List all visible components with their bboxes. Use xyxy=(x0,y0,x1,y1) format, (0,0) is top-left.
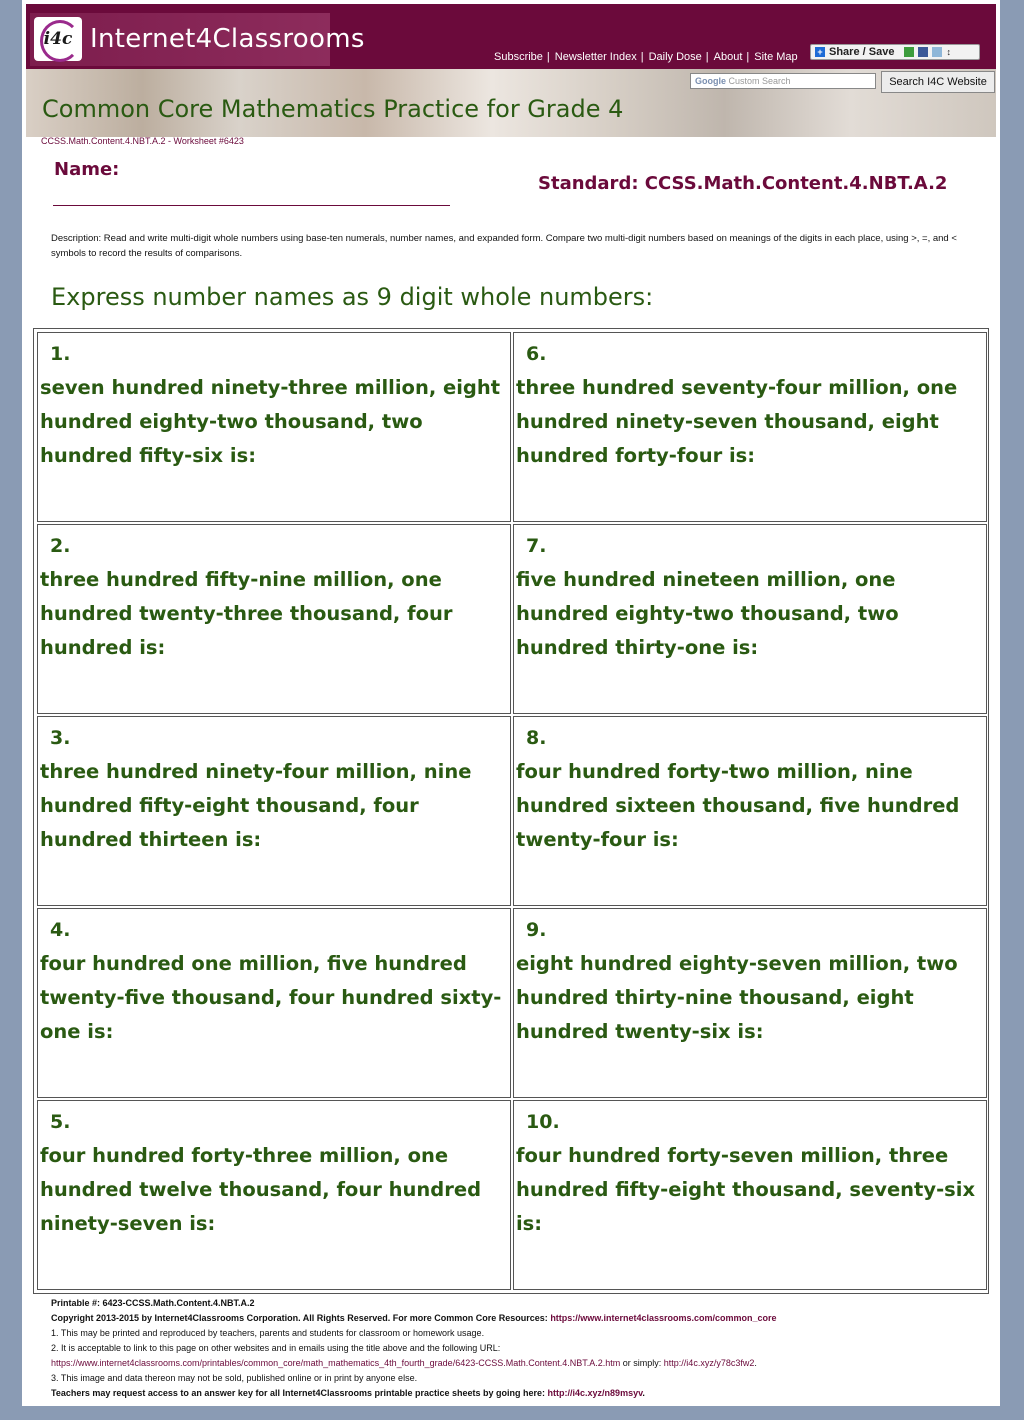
question-text: four hundred forty-seven million, three hundred fifty-eight thousand, seventy-six is: xyxy=(516,1144,976,1235)
question-cell xyxy=(37,908,511,1098)
question-number: 1. xyxy=(50,343,71,365)
question-text: seven hundred ninety-three million, eight hundred eighty-two thousand, two hundred fifty-six is: xyxy=(40,376,501,467)
question-text: five hundred nineteen million, one hundred eighty-two thousand, two hundred thirty-one is: xyxy=(516,568,899,659)
worksheet-url-link[interactable]: https://www.internet4classrooms.com/printables/common_core/math_mathematics_4th_fourth_grade/6423-CCSS.Math.Content.4.NBT.A.2.htm xyxy=(51,1358,621,1368)
question-number: 10. xyxy=(526,1111,560,1133)
nav-site-map[interactable]: Site Map xyxy=(754,51,798,63)
question-text: four hundred forty-two million, nine hundred sixteen thousand, five hundred twenty-four is: xyxy=(516,760,960,851)
question-text: three hundred seventy-four million, one hundred ninety-seven thousand, eight hundred forty-four is: xyxy=(516,376,958,467)
nav-about[interactable]: About xyxy=(713,51,743,63)
note-2-urls: https://www.internet4classrooms.com/printables/common_core/math_mathematics_4th_fourth_grade/6423-CCSS.Math.Content.4.NBT.A.2.htm or simply: http://i4c.xyz/y78c3fw2. xyxy=(51,1358,757,1368)
common-core-link[interactable]: https://www.internet4classrooms.com/common_core xyxy=(550,1313,777,1323)
share-label: Share / Save xyxy=(829,46,895,58)
worksheet-page xyxy=(22,0,1000,1406)
nav-subscribe[interactable]: Subscribe xyxy=(494,51,543,63)
note-2: 2. It is acceptable to link to this page on other websites and in emails using the title above and the following URL: xyxy=(51,1343,501,1353)
note-3: 3. This image and data thereon may not be sold, published online or in print by anyone else. xyxy=(51,1373,418,1383)
nav-daily-dose[interactable]: Daily Dose xyxy=(648,51,702,63)
header-banner xyxy=(26,4,996,69)
instruction-heading: Express number names as 9 digit whole numbers: xyxy=(51,283,654,311)
question-cell xyxy=(37,716,511,906)
plus-icon: + xyxy=(815,47,825,57)
standard-label: Standard: CCSS.Math.Content.4.NBT.A.2 xyxy=(538,173,948,194)
site-name: Internet4Classrooms xyxy=(90,24,365,54)
note-1: 1. This may be printed and reproduced by teachers, parents and students for classroom or homework usage. xyxy=(51,1328,485,1338)
footer xyxy=(51,1296,991,1401)
question-cell xyxy=(513,908,987,1098)
share-save-button[interactable] xyxy=(810,44,980,60)
i4c-logo-icon: i4c xyxy=(34,17,82,61)
question-number: 6. xyxy=(526,343,547,365)
top-nav: Subscribe | Newsletter Index | Daily Dose | About | Site Map xyxy=(494,51,798,63)
answer-key-link[interactable]: http://i4c.xyz/n89msyv xyxy=(547,1388,643,1398)
question-cell xyxy=(513,332,987,522)
question-cell xyxy=(513,1100,987,1290)
hero-banner xyxy=(26,69,996,137)
question-number: 4. xyxy=(50,919,71,941)
search-button[interactable]: Search I4C Website xyxy=(881,71,995,93)
question-number: 3. xyxy=(50,727,71,749)
search-input[interactable]: Google Custom Search xyxy=(690,73,876,89)
name-line xyxy=(53,205,450,206)
question-number: 8. xyxy=(526,727,547,749)
answer-key-note: Teachers may request access to an answer key for all Internet4Classrooms printable practice sheets by going here: http://i4c.xyz/n89msyv. xyxy=(51,1388,645,1398)
question-cell xyxy=(37,524,511,714)
question-cell xyxy=(37,332,511,522)
chevron-updown-icon: ↕ xyxy=(946,47,951,57)
question-number: 7. xyxy=(526,535,547,557)
question-cell xyxy=(513,716,987,906)
description: Description: Read and write multi-digit whole numbers using base-ten numerals, number names, and expanded form. Compare two multi-digit numbers based on meanings of the digits in each place, using >, =, and < symbols to record the results of comparisons. xyxy=(51,233,957,259)
copyright: Copyright 2013-2015 by Internet4Classrooms Corporation. All Rights Reserved. For more Common Core Resources: https://www.internet4classrooms.com/common_core xyxy=(51,1313,777,1323)
question-text: four hundred one million, five hundred twenty-five thousand, four hundred sixty-one is: xyxy=(40,952,502,1043)
printable-id: Printable #: 6423-CCSS.Math.Content.4.NBT.A.2 xyxy=(51,1298,255,1308)
question-text: eight hundred eighty-seven million, two hundred thirty-nine thousand, eight hundred twenty-six is: xyxy=(516,952,958,1043)
question-text: three hundred ninety-four million, nine hundred fifty-eight thousand, four hundred thirteen is: xyxy=(40,760,472,851)
question-number: 2. xyxy=(50,535,71,557)
question-cell xyxy=(37,1100,511,1290)
question-number: 5. xyxy=(50,1111,71,1133)
page-title: Common Core Mathematics Practice for Grade 4 xyxy=(42,95,624,123)
share-service-icon xyxy=(904,47,914,57)
question-text: four hundred forty-three million, one hundred twelve thousand, four hundred ninety-seven is: xyxy=(40,1144,482,1235)
facebook-icon xyxy=(918,47,928,57)
twitter-icon xyxy=(932,47,942,57)
nav-newsletter-index[interactable]: Newsletter Index xyxy=(554,51,637,63)
question-cell xyxy=(513,524,987,714)
name-label: Name: xyxy=(54,159,120,180)
question-grid xyxy=(33,328,989,1294)
short-url-link[interactable]: http://i4c.xyz/y78c3fw2 xyxy=(663,1358,755,1368)
breadcrumb: CCSS.Math.Content.4.NBT.A.2 - Worksheet #6423 xyxy=(41,136,244,146)
question-text: three hundred fifty-nine million, one hundred twenty-three thousand, four hundred is: xyxy=(40,568,453,659)
question-number: 9. xyxy=(526,919,547,941)
site-logo[interactable] xyxy=(30,13,365,66)
